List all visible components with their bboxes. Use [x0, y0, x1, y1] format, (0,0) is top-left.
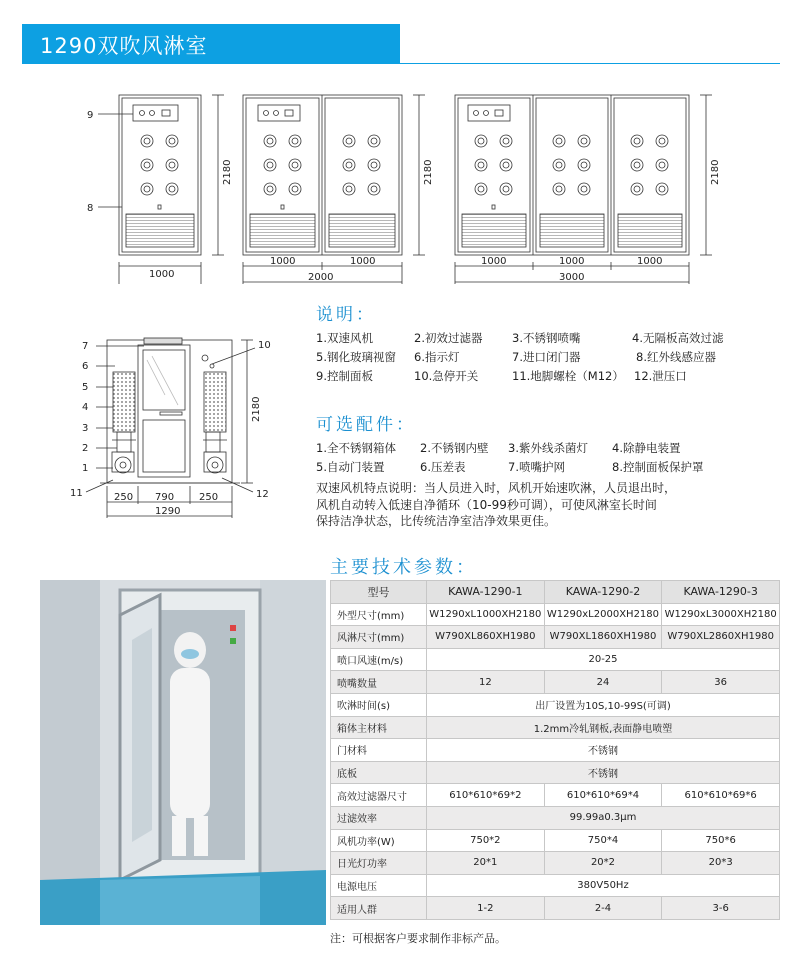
table-cell: W1290xL3000XH2180 — [662, 603, 780, 626]
table-row — [331, 603, 780, 626]
list-item: 3.不锈钢喷嘴 — [512, 331, 581, 345]
table-cell: W790XL860XH1980 — [427, 626, 545, 649]
list-item: 11.地脚螺栓（M12） — [512, 369, 624, 383]
triple-height-label: 2180 — [710, 159, 721, 185]
list-item: 3.紫外线杀菌灯 — [508, 441, 588, 455]
list-item: 2.不锈钢内壁 — [420, 441, 489, 455]
list-item: 6.压差表 — [420, 460, 466, 474]
list-item: 4.除静电装置 — [612, 441, 681, 455]
product-photo — [40, 580, 326, 925]
callout-8: 8 — [87, 203, 94, 214]
table-cell: 24 — [544, 671, 662, 694]
table-cell: 2-4 — [544, 897, 662, 920]
table-cell: 12 — [427, 671, 545, 694]
description-line: 风机自动转入低速自净循环（10-99秒可调），可使风淋室长时间 — [316, 497, 657, 512]
options-title: 可选配件： — [316, 415, 416, 435]
callout-9: 9 — [87, 110, 94, 121]
list-item: 8.控制面板保护罩 — [612, 460, 704, 474]
row-label: 喷口风速(m/s) — [331, 648, 427, 671]
side-callout-5: 5 — [82, 382, 89, 393]
side-callout-4: 4 — [82, 402, 89, 413]
side-callout-7: 7 — [82, 341, 89, 352]
table-row — [331, 648, 780, 671]
list-item: 1.双速风机 — [316, 331, 373, 345]
list-item: 5.自动门装置 — [316, 460, 385, 474]
table-cell: W1290xL1000XH2180 — [427, 603, 545, 626]
double-width-1: 1000 — [270, 256, 296, 267]
table-cell: 36 — [662, 671, 780, 694]
table-row — [331, 761, 780, 784]
triple-width-2: 1000 — [559, 256, 585, 267]
double-height-label: 2180 — [423, 159, 434, 185]
row-label: 电源电压 — [331, 874, 427, 897]
row-label: 底板 — [331, 761, 427, 784]
triple-width-3: 1000 — [637, 256, 663, 267]
table-cell: 1.2mm冷轧钢板,表面静电喷塑 — [427, 716, 780, 739]
list-item: 8.红外线感应器 — [636, 350, 716, 364]
explanation-title: 说明： — [316, 305, 376, 325]
table-row — [331, 784, 780, 807]
side-callout-10: 10 — [258, 340, 271, 351]
row-label: 风淋尺寸(mm) — [331, 626, 427, 649]
table-row — [331, 829, 780, 852]
table-row — [331, 693, 780, 716]
triple-width-1: 1000 — [481, 256, 507, 267]
row-label: 外型尺寸(mm) — [331, 603, 427, 626]
table-cell: W790XL1860XH1980 — [544, 626, 662, 649]
fan-description — [316, 480, 756, 530]
single-width-label: 1000 — [149, 269, 175, 280]
table-row — [331, 626, 780, 649]
list-item: 2.初效过滤器 — [414, 331, 483, 345]
side-view — [86, 338, 255, 518]
row-label: 过滤效率 — [331, 806, 427, 829]
footnote: 注：可根据客户要求制作非标产品。 — [330, 932, 506, 945]
specs-title: 主要技术参数： — [330, 557, 477, 578]
table-cell: 20*3 — [662, 852, 780, 875]
air-shower-photo-illustration — [40, 580, 326, 925]
row-label: 高效过滤器尺寸 — [331, 784, 427, 807]
table-cell: 20*1 — [427, 852, 545, 875]
side-width-250-right: 250 — [199, 492, 219, 503]
table-cell: 出厂设置为10S,10-99S(可调) — [427, 693, 780, 716]
table-cell: 610*610*69*6 — [662, 784, 780, 807]
double-width-2: 1000 — [350, 256, 376, 267]
table-cell: 610*610*69*4 — [544, 784, 662, 807]
list-item: 9.控制面板 — [316, 369, 373, 383]
table-header-cell: KAWA-1290-3 — [662, 581, 780, 604]
table-cell: 20-25 — [427, 648, 780, 671]
list-item: 4.无隔板高效过滤 — [632, 331, 724, 345]
side-callout-1: 1 — [82, 463, 89, 474]
list-item: 6.指示灯 — [414, 350, 460, 364]
table-header-cell: KAWA-1290-2 — [544, 581, 662, 604]
side-callout-11: 11 — [70, 488, 83, 499]
triple-width-total: 3000 — [559, 272, 585, 283]
table-row — [331, 581, 780, 604]
page-title: 1290双吹风淋室 — [40, 34, 208, 58]
table-cell: 750*6 — [662, 829, 780, 852]
list-item: 7.喷嘴护网 — [508, 460, 565, 474]
list-item: 10.急停开关 — [414, 369, 479, 383]
table-row — [331, 874, 780, 897]
table-row — [331, 716, 780, 739]
description-line: 保持洁净状态，比传统洁净室洁净效果更佳。 — [316, 514, 557, 528]
table-cell: 380V50Hz — [427, 874, 780, 897]
side-callout-3: 3 — [82, 423, 89, 434]
side-callout-6: 6 — [82, 361, 89, 372]
list-item: 1.全不锈钢箱体 — [316, 441, 396, 455]
specs-table — [330, 580, 780, 920]
side-callout-2: 2 — [82, 443, 89, 454]
table-cell: 750*2 — [427, 829, 545, 852]
row-label: 门材料 — [331, 739, 427, 762]
row-label: 吹淋时间(s) — [331, 693, 427, 716]
double-width-total: 2000 — [308, 272, 334, 283]
list-item: 7.进口闭门器 — [512, 350, 581, 364]
table-cell: 20*2 — [544, 852, 662, 875]
front-view-single — [98, 95, 224, 284]
table-row — [331, 671, 780, 694]
table-row — [331, 806, 780, 829]
table-row — [331, 739, 780, 762]
row-label: 日光灯功率 — [331, 852, 427, 875]
side-width-250-left: 250 — [114, 492, 134, 503]
table-cell: W1290xL2000XH2180 — [544, 603, 662, 626]
table-cell: 610*610*69*2 — [427, 784, 545, 807]
table-header-cell: KAWA-1290-1 — [427, 581, 545, 604]
row-label: 适用人群 — [331, 897, 427, 920]
table-row — [331, 897, 780, 920]
table-cell: 1-2 — [427, 897, 545, 920]
row-label: 箱体主材料 — [331, 716, 427, 739]
table-row — [331, 852, 780, 875]
side-width-790: 790 — [155, 492, 175, 503]
table-cell: 750*4 — [544, 829, 662, 852]
single-height-label: 2180 — [222, 159, 233, 185]
table-cell: W790XL2860XH1980 — [662, 626, 780, 649]
table-cell: 99.99a0.3μm — [427, 806, 780, 829]
row-label: 风机功率(W) — [331, 829, 427, 852]
row-label: 喷嘴数量 — [331, 671, 427, 694]
table-cell: 不锈钢 — [427, 761, 780, 784]
table-cell: 不锈钢 — [427, 739, 780, 762]
description-line: 双速风机特点说明：当人员进入时，风机开始速吹淋，人员退出时， — [316, 481, 677, 495]
side-height-label: 2180 — [251, 396, 262, 422]
list-item: 12.泄压口 — [634, 369, 687, 383]
list-item: 5.钢化玻璃视窗 — [316, 350, 396, 364]
side-callout-12: 12 — [256, 489, 269, 500]
table-header-cell: 型号 — [331, 581, 427, 604]
table-cell: 3-6 — [662, 897, 780, 920]
side-width-total: 1290 — [155, 506, 181, 517]
